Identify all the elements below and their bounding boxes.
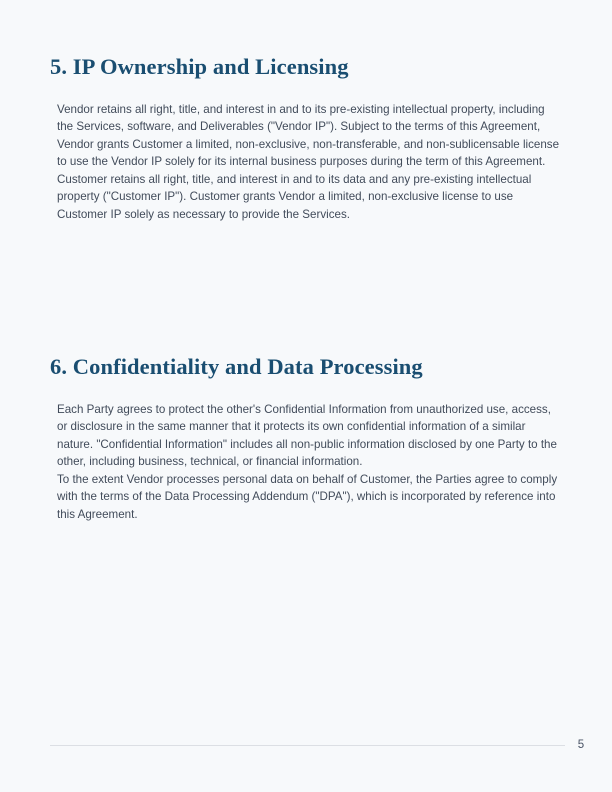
paragraph: Customer retains all right, title, and interest in and to its data and any pre-existing intellectual property ("Customer IP"). Customer grants Vendor a limited, non-exclusive license to use Customer IP solely as necessary to provide the Services. [57, 172, 532, 221]
section-heading: 5. IP Ownership and Licensing [50, 54, 349, 79]
section-heading: 6. Confidentiality and Data Processing [50, 354, 423, 379]
paragraph: To the extent Vendor processes personal data on behalf of Customer, the Parties agree to comply with the terms of the Data Processing Addendum ("DPA"), which is incorporated by reference into this Agreement. [57, 472, 558, 521]
section-ip-ownership-and-licensing [50, 54, 562, 223]
page-footer [0, 732, 612, 792]
footer-divider [50, 745, 565, 746]
section-confidentiality-and-data-processing [50, 354, 562, 523]
section-body [50, 401, 562, 523]
paragraph: Vendor retains all right, title, and interest in and to its pre-existing intellectual property, including the Services, software, and Deliverables ("Vendor IP"). Subject to the terms of this Agreement, Vendor grants Customer a limited, non-exclusive, non-transferable, and non-sublicensable license to use the Vendor IP solely for its internal business purposes during the term of this Agreement. [57, 103, 560, 169]
paragraph: Each Party agrees to protect the other's Confidential Information from unauthorized use, access, or disclosure in the same manner that it protects its own confidential information of a similar nature. "Confidential Information" includes all non-public information disclosed by one Party to the other, including business, technical, or financial information. [57, 403, 557, 469]
page-number: 5 [577, 739, 585, 751]
section-body [50, 101, 562, 223]
